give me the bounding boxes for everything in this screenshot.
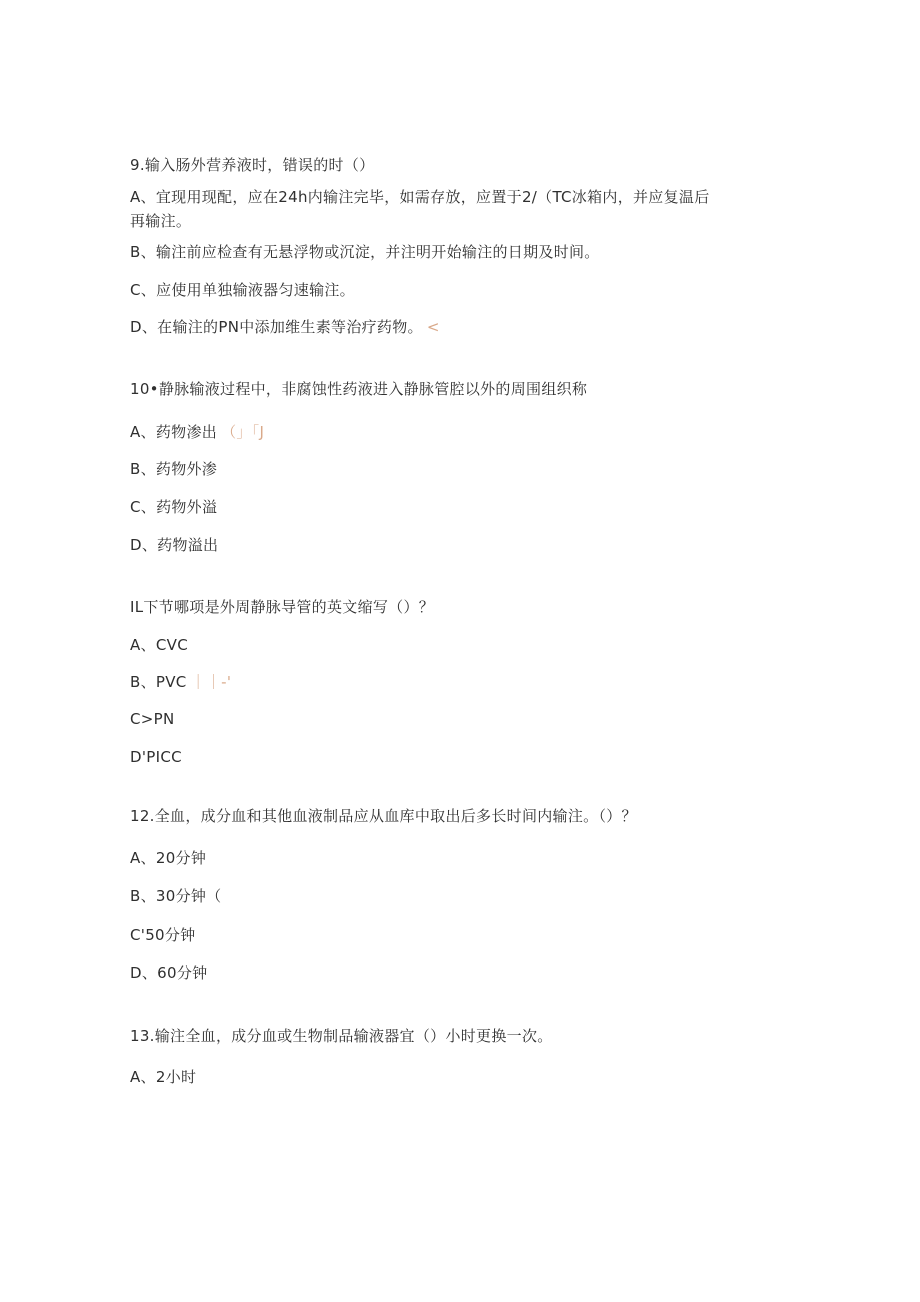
question-9-option-a: A、宜现用现配，应在24h内输注完毕，如需存放，应置于2/（TC冰箱内，并应复温后 <box>130 188 710 206</box>
annotation-mark: < <box>426 318 440 336</box>
question-11-option-c: C>PN <box>130 710 175 728</box>
question-10-option-d: D、药物溢出 <box>130 536 219 554</box>
question-10-option-a <box>130 421 264 443</box>
question-12-stem: 12.全血，成分血和其他血液制品应从血库中取出后多长时间内输注。（）？ <box>130 807 637 825</box>
question-10-option-b: B、药物外渗 <box>130 460 218 478</box>
annotation-mark: ｜｜-' <box>190 673 232 691</box>
annotation-mark: （」「J <box>221 423 265 441</box>
question-10-stem: 10•静脉输液过程中，非腐蚀性药液进入静脉管腔以外的周围组织称 <box>130 380 588 398</box>
question-11-option-a: A、CVC <box>130 636 188 654</box>
question-11-option-d: D'PICC <box>130 748 182 766</box>
question-9-option-a-continued: 再输注。 <box>130 212 192 230</box>
question-11-stem: IL下节哪项是外周静脉导管的英文缩写（）？ <box>130 598 435 616</box>
question-12-option-a: A、20分钟 <box>130 849 207 867</box>
question-9-option-c: C、应使用单独输液器匀速输注。 <box>130 281 355 299</box>
question-11-option-b-text: B、PVC <box>130 673 187 691</box>
question-9-option-d-text: D、在输注的PN中添加维生素等治疗药物。 <box>130 318 423 336</box>
question-13-option-a: A、2小时 <box>130 1068 197 1086</box>
question-9-option-d <box>130 316 440 338</box>
question-12-option-b: B、30分钟（ <box>130 887 222 905</box>
question-11-option-b <box>130 671 231 693</box>
question-9-option-b: B、输注前应检查有无悬浮物或沉淀，并注明开始输注的日期及时间。 <box>130 243 600 261</box>
question-9-stem: 9.输入肠外营养液时，错误的时（） <box>130 156 375 174</box>
question-13-stem: 13.输注全血，成分血或生物制品输液器宜（）小时更换一次。 <box>130 1027 553 1045</box>
question-12-option-c: C'50分钟 <box>130 926 196 944</box>
question-10-option-a-text: A、药物渗出 <box>130 423 218 441</box>
question-10-option-c: C、药物外溢 <box>130 498 218 516</box>
question-12-option-d: D、60分钟 <box>130 964 208 982</box>
